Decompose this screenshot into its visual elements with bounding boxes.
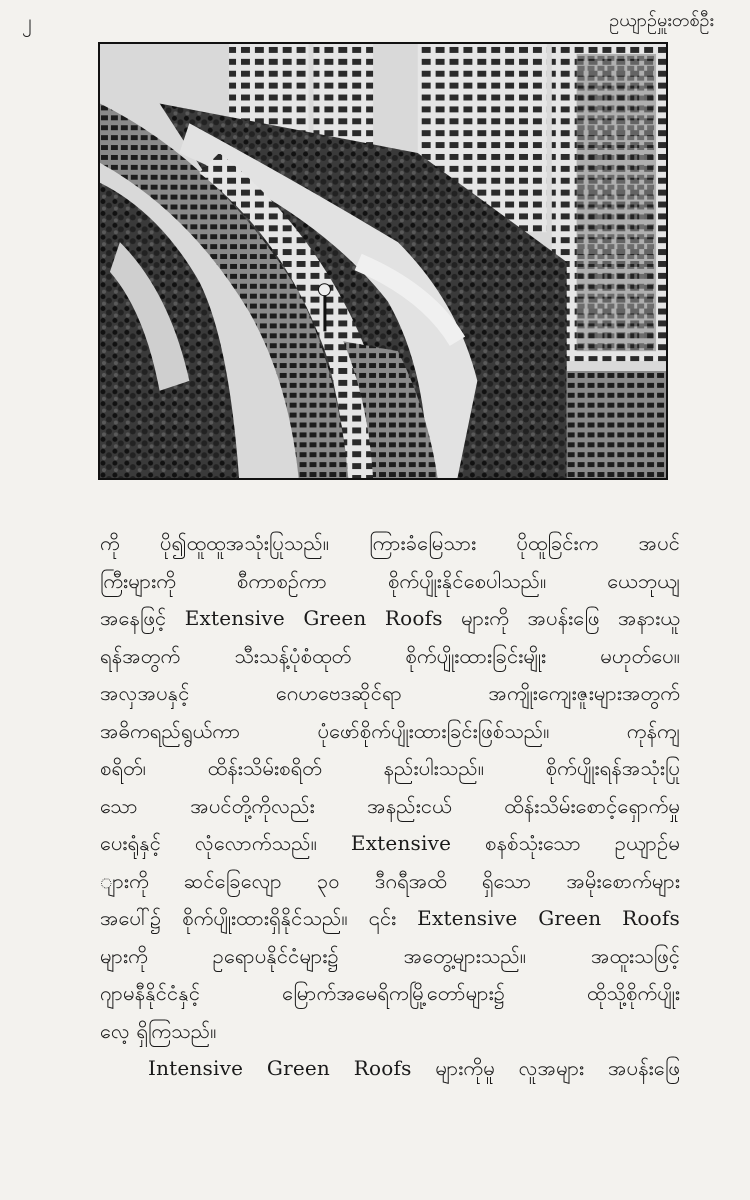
rooftop-garden-photo — [98, 42, 668, 480]
body-line-paragraph-start: Intensive Green Roofs များကိုမူ လူအများ အပန်းဖြေ — [148, 1056, 680, 1080]
body-line: သော အပင်တို့ကိုလည်း အနည်းငယ် ထိန်းသိမ်းစောင့်ရှောက်မှု — [100, 793, 680, 818]
running-header: ဥယျာဉ်မှူးတစ်ဦး — [609, 10, 714, 31]
body-text — [100, 525, 680, 1088]
body-line: ကြီးများကို စီကာစဉ်ကာ စိုက်ပျိုးနိုင်စေပါသည်။ ယေဘုယျ — [100, 568, 680, 593]
body-line: စရိတ်၊ ထိန်းသိမ်းစရိတ် နည်းပါးသည်။ စိုက်ပျိုးရန်အသုံးပြု — [100, 756, 680, 780]
body-line: လေ့ ရှိကြသည်။ — [100, 1018, 217, 1043]
body-line: ပေးရုံနှင့် လုံလောက်သည်။ Extensive စနစ်သုံးသော ဥယျာဉ်မ — [100, 831, 680, 855]
body-line: များကို ဥရောပနိုင်ငံများ၌ အတွေ့များသည်။ အထူးသဖြင့် — [100, 943, 680, 968]
body-line: ရန်အတွက် သီးသန့်ပုံစံထုတ် စိုက်ပျိုးထားခြင်းမျိုး မဟုတ်ပေ။ — [100, 643, 680, 668]
body-line: အဓိကရည်ရွယ်ကာ ပုံဖော်စိုက်ပျိုးထားခြင်းဖြစ်သည်။ ကုန်ကျ — [100, 718, 680, 743]
body-line: အလှအပနှင့် ဂေဟဗေဒဆိုင်ရာ အကျိုးကျေးဇူးများအတွက် — [100, 681, 680, 705]
page-number: ၂ — [22, 9, 32, 33]
body-line: အနေဖြင့် Extensive Green Roofs များကို အပန်းဖြေ အနားယူ — [100, 606, 680, 630]
rooftop-garden-illustration — [100, 44, 666, 478]
body-line: ကို ပို၍ထူထူအသုံးပြုသည်။ ကြားခံမြေသား ပိုထူခြင်းက အပင် — [100, 531, 680, 555]
body-line: ျားကို ဆင်ခြေလျော ၃၀ ဒီဂရီအထိ ရှိသော အမိုးစောက်များ — [100, 868, 680, 893]
body-line: အပေါ်၌ စိုက်ပျိုးထားရှိနိုင်သည်။ ၎င်း Extensive Green Roofs — [100, 906, 680, 930]
body-line: ဂျာမနီနိုင်ငံနှင့် မြောက်အမေရိကမြို့တော်များ၌ ထိုသို့စိုက်ပျိုး — [100, 981, 680, 1005]
